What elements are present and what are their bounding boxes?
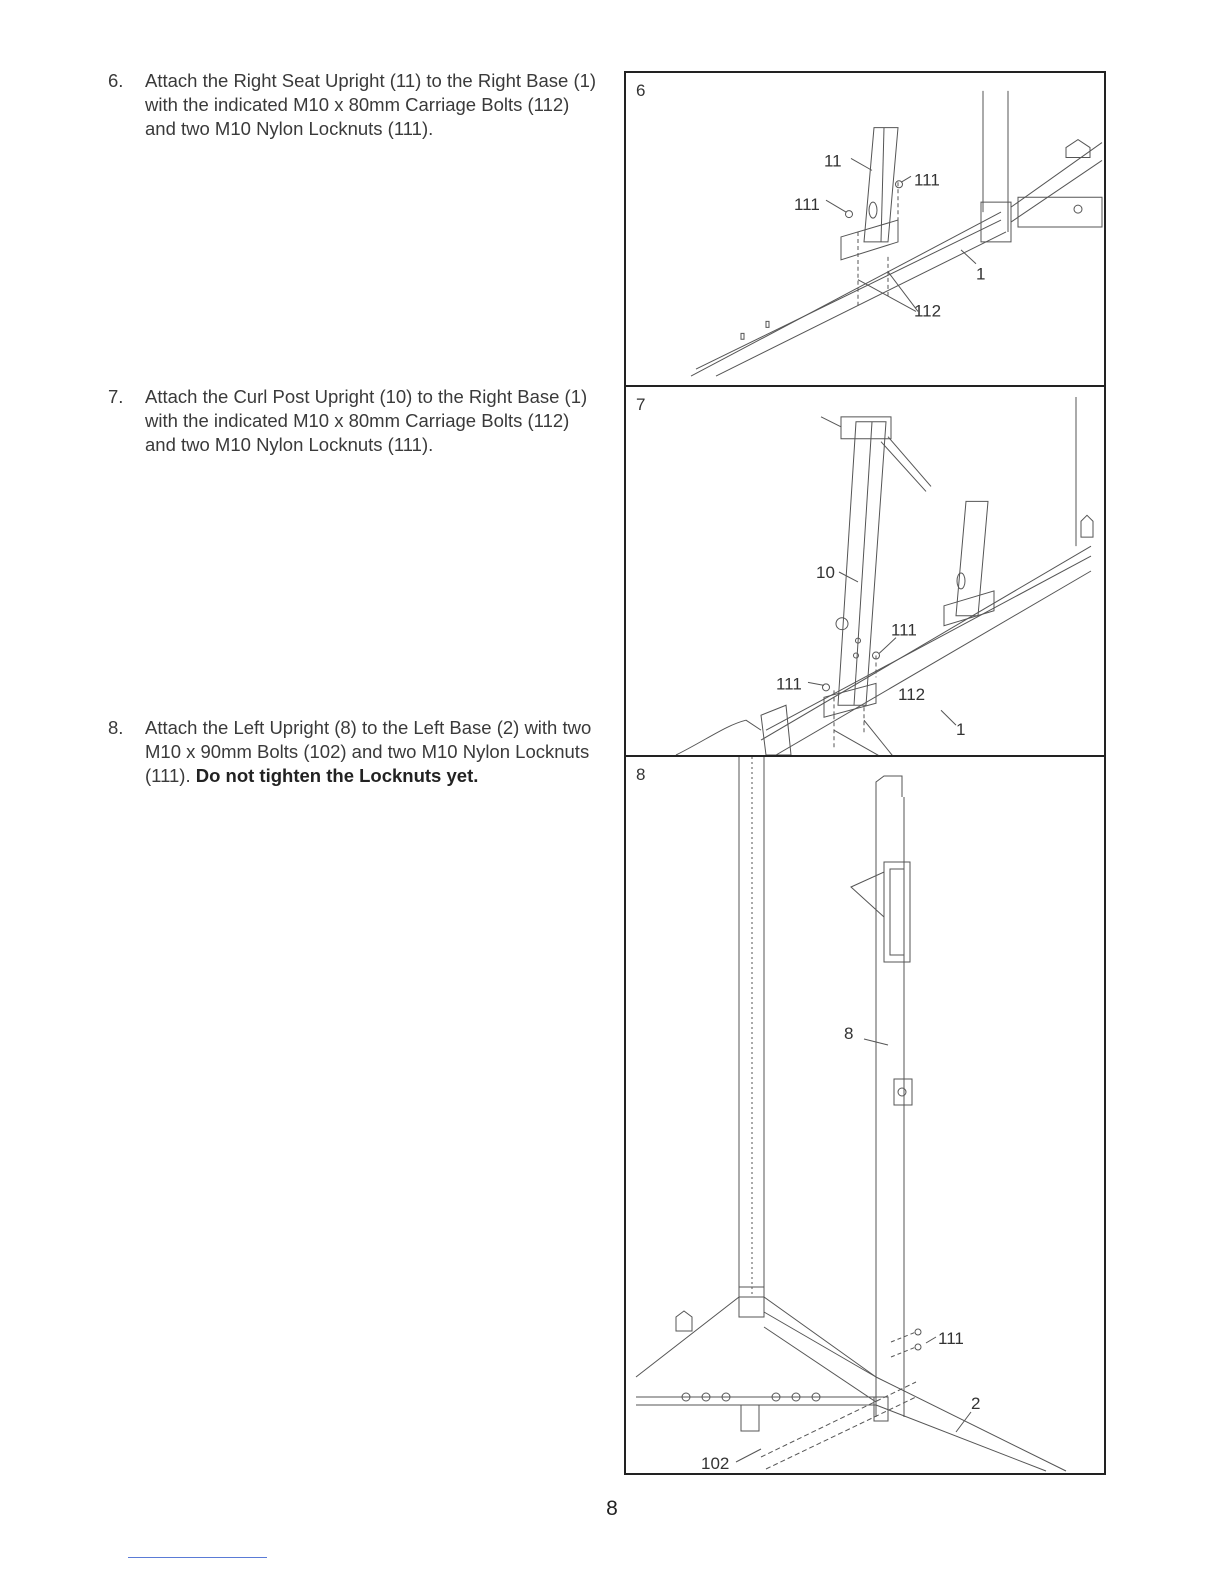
label-bolts: 112 (914, 301, 942, 321)
label-base: 2 (971, 1394, 981, 1413)
panel-8-drawing (626, 757, 1104, 1473)
step-6 (108, 69, 598, 141)
label-base: 1 (956, 720, 966, 740)
step-text-wrap (145, 716, 598, 788)
step-number: 6. (108, 70, 124, 91)
step-text: Attach the Right Seat Upright (11) to the Right Base (1) with the indicated M10 x 80mm Carriage Bolts (112) and two M10 Nylon Locknuts (111). (145, 70, 597, 139)
step-text: Attach the Curl Post Upright (10) to the Right Base (1) with the indicated M10 x 80mm Carriage Bolts (112) and two M10 Nylon Locknuts (111). (145, 386, 588, 455)
page-number: 8 (606, 1497, 618, 1520)
panel-6-drawing (626, 73, 1104, 385)
step-text: Attach the Left Upright (8) to the Left Base (2) with two M10 x 90mm Bolts (102) and two M10 Nylon Locknuts (111). (145, 717, 592, 786)
figure-panel-8 (626, 757, 1104, 1473)
step-7 (108, 385, 598, 457)
label-nut-left: 111 (776, 674, 802, 694)
panel-number: 8 (636, 765, 646, 784)
step-number: 7. (108, 386, 124, 407)
panel-number: 6 (636, 81, 646, 100)
label-nuts: 111 (938, 1329, 964, 1348)
label-upright: 8 (844, 1024, 854, 1043)
assembly-figures (624, 71, 1106, 1475)
footer-rule (128, 1557, 267, 1558)
label-base: 1 (976, 264, 986, 284)
label-nut-left: 111 (794, 195, 820, 215)
figure-panel-6 (626, 73, 1104, 387)
panel-7-drawing (626, 387, 1104, 755)
step-number: 8. (108, 717, 124, 738)
panel-number: 7 (636, 395, 646, 414)
step-8 (108, 716, 598, 788)
figure-panel-7 (626, 387, 1104, 757)
label-nut-right: 111 (914, 170, 940, 190)
panel-7-bolts-label: 112 (898, 685, 926, 704)
step-warning: Do not tighten the Locknuts yet. (195, 765, 479, 786)
label-nut-right: 111 (891, 620, 917, 640)
label-seat-upright: 11 (824, 151, 842, 171)
label-bolts: 102 (701, 1454, 730, 1473)
label-curl-post: 10 (816, 563, 835, 582)
